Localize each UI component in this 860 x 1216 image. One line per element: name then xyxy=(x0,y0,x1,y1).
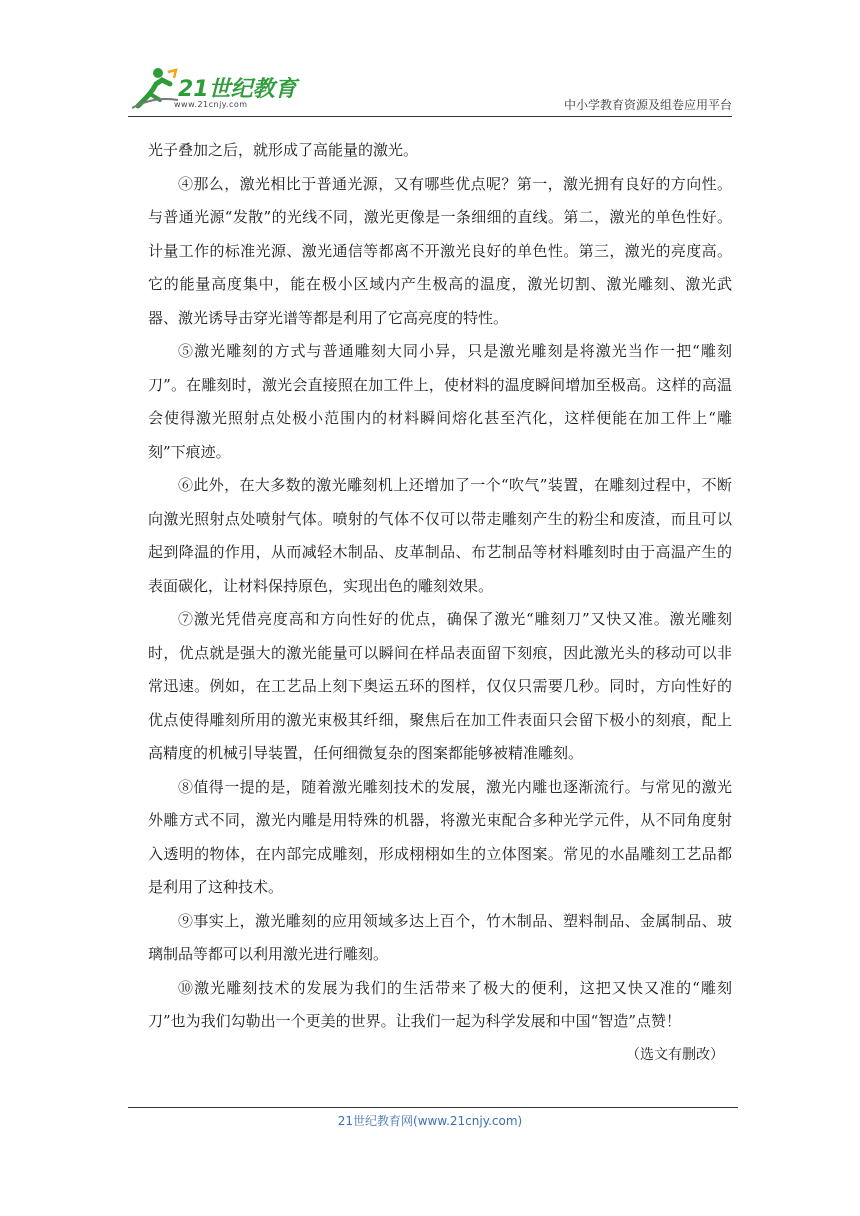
logo-url: www.21cnjy.com xyxy=(174,100,248,109)
paragraph: ⑤激光雕刻的方式与普通雕刻大同小异，只是激光雕刻是将激光当作一把“雕刻刀”。在雕刻时，激光会直接照在加工件上，使材料的温度瞬间增加至极高。这样的高温会使得激光照射点处极小范围内的材料瞬间熔化甚至汽化，这样便能在加工件上“雕刻”下痕迹。 xyxy=(148,342,732,461)
article-body xyxy=(148,134,732,1072)
paragraph: ⑧值得一提的是，随着激光雕刻技术的发展，激光内雕也逐渐流行。与常见的激光外雕方式不同，激光内雕是用特殊的机器，将激光束配合多种光学元件，从不同角度射入透明的物体，在内部完成雕刻，形成栩栩如生的立体图案。常见的水晶雕刻工艺品都是利用了这种技术。 xyxy=(148,777,732,896)
paragraph: ⑩激光雕刻技术的发展为我们的生活带来了极大的便利，这把又快又准的“雕刻刀”也为我们勾勒出一个更美的世界。让我们一起为科学发展和中国“智造”点赞！ xyxy=(148,978,732,1030)
source-note: （选文有删改） xyxy=(626,1046,724,1063)
header-divider xyxy=(128,116,732,117)
footer-divider xyxy=(128,1107,738,1108)
logo-text: 21世纪教育 xyxy=(178,77,297,102)
logo xyxy=(128,66,298,114)
runner-logo-icon xyxy=(128,66,180,110)
paragraph: ⑥此外，在大多数的激光雕刻机上还增加了一个“吹气”装置，在雕刻过程中，不断向激光照射点处喷射气体。喷射的气体不仅可以带走雕刻产生的粉尘和废渣，而且可以起到降温的作用，从而减轻木制品、皮革制品、布艺制品等材料雕刻时由于高温产生的表面碳化，让材料保持原色，实现出色的雕刻效果。 xyxy=(148,476,732,595)
footer-text[interactable]: 21世纪教育网(www.21cnjy.com) xyxy=(337,1114,523,1128)
paragraph: 光子叠加之后，就形成了高能量的激光。 xyxy=(148,141,419,159)
paragraph: ⑨事实上，激光雕刻的应用领域多达上百个，竹木制品、塑料制品、金属制品、玻璃制品等都可以利用激光进行雕刻。 xyxy=(148,911,732,963)
paragraph: ⑦激光凭借亮度高和方向性好的优点，确保了激光“雕刻刀”又快又准。激光雕刻时，优点就是强大的激光能量可以瞬间在样品表面留下刻痕，因此激光头的移动可以非常迅速。例如，在工艺品上刻下奥运五环的图样，仅仅只需要几秒。同时，方向性好的优点使得雕刻所用的激光束极其纤细，聚焦后在加工件表面只会留下极小的刻痕，配上高精度的机械引导装置，任何细微复杂的图案都能够被精准雕刻。 xyxy=(148,610,732,762)
paragraph: ④那么，激光相比于普通光源，又有哪些优点呢？第一，激光拥有良好的方向性。与普通光源“发散”的光线不同，激光更像是一条细细的直线。第二，激光的单色性好。计量工作的标准光源、激光通信等都离不开激光良好的单色性。第三，激光的亮度高。它的能量高度集中，能在极小区域内产生极高的温度，激光切割、激光雕刻、激光武器、激光诱导击穿光谱等都是利用了它高亮度的特性。 xyxy=(148,174,732,327)
platform-name: 中小学教育资源及组卷应用平台 xyxy=(563,98,732,112)
page-header xyxy=(128,58,732,116)
